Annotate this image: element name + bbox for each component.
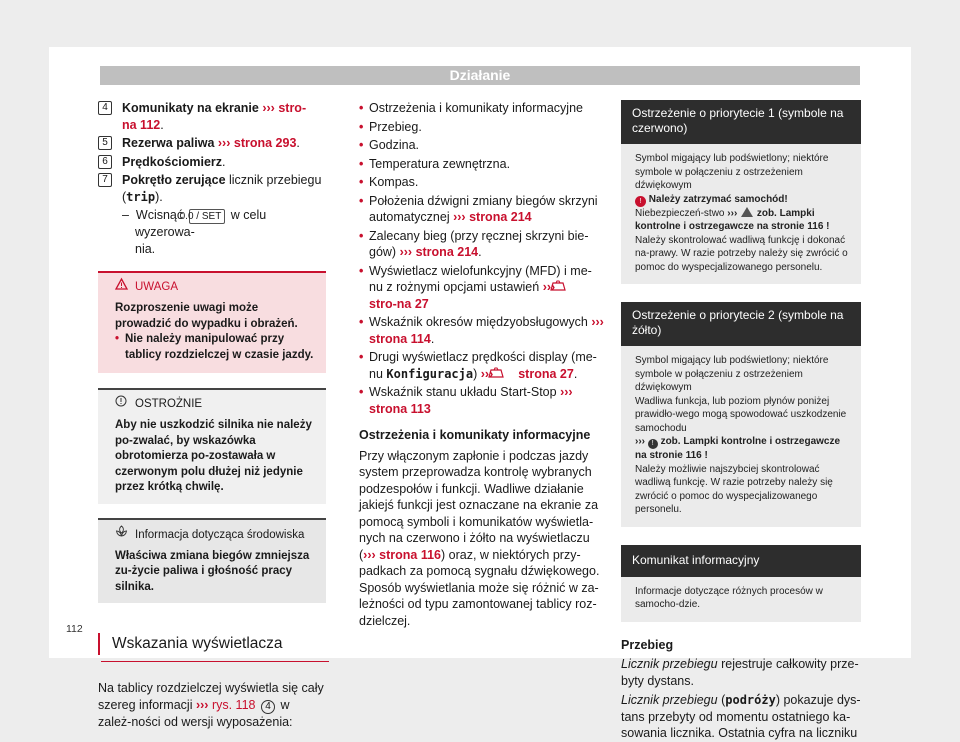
paragraph: Licznik przebiegu rejestruje całkowity prze-byty dystans. [621,657,859,688]
environment-box [98,518,326,604]
bullet-icon: • [359,315,364,329]
environment-box-header: Informacja dotycząca środowiska [98,520,326,546]
list-item: • Ostrzeżenia i komunikaty informacyjne [359,101,583,115]
list-item: • Przebieg. [359,119,422,134]
legend-item-6: 6 Prędkościomierz. [98,154,326,171]
legend-item-5: 5 Rezerwa paliwa ››› strona 293. [98,135,326,152]
list-item: • Wskaźnik okresów międzyobsługowych ››› strona 114. [359,315,604,346]
bullet-icon: • [359,101,364,115]
column-3 [621,100,861,742]
cross-ref[interactable]: ››› stro- na 112 [122,101,307,132]
caution-box-header: OSTROŻNIE [98,390,326,415]
bullet-icon: • [359,385,364,399]
bullet-icon: • [359,350,364,364]
section-rule [101,661,329,662]
legend-number: 4 [98,101,112,115]
bullet-icon: • [359,138,364,152]
section-paragraph: Na tablicy rozdzielczej wyświetla się cały szereg informacji ››› rys. 118 4 w zależ-ności od wersji wyposażenia: [98,681,324,729]
note-body: Informacje dotyczące różnych procesów w samocho-dzie. [635,585,823,610]
instruction-step: – Wcisnąć 0.0 / SET w celu wyzerowa- nia. [122,208,267,256]
cross-ref[interactable]: ››› strona 114 [369,315,604,346]
bullet-icon: • [359,263,364,278]
list-item: • Wyświetlacz wielofunkcyjny (MFD) i me-nu z rożnymi opcjami ustawień ››› stro-na 27 [359,263,592,311]
list-item: • Wskaźnik stanu układu Start-Stop ››› strona 113 [359,385,573,416]
note-priority-1 [621,100,861,284]
list-item: • Położenia dźwigni zmiany biegów skrzyni automatycznej ››› strona 214 [359,193,598,224]
column-2 [359,100,604,629]
legend-item-4: 4 Komunikaty na ekranie ››› stro- na 112. [98,100,326,133]
note-title: Komunikat informacyjny [621,545,861,577]
cross-ref[interactable]: ››› strona 113 [369,385,573,416]
bullet-icon: • [359,175,364,189]
figure-ref[interactable]: ››› rys. 118 [195,697,256,712]
warning-box-header: UWAGA [98,273,326,298]
warning-triangle-icon [113,278,129,294]
cross-ref[interactable]: ››› stro-na 27 [369,280,577,311]
callout-number: 4 [261,700,275,714]
list-item: • Kompas. [359,175,419,189]
note-info [621,545,861,622]
set-key: 0.0 / SET [189,209,226,224]
note-title: Ostrzeżenie o priorytecie 2 (symbole na żółto) [621,302,861,346]
legend-item-7: 7 Pokrętło zerujące licznik przebiegu (trip). [98,172,326,205]
page-header: Działanie [100,66,860,85]
cross-ref[interactable]: ››› strona 116 [363,547,441,562]
cross-ref[interactable]: ››› strona 214 [399,245,479,259]
book-lamp-icon [497,367,515,379]
cross-ref[interactable]: ››› strona 293 [217,136,297,150]
bullet-icon: • [359,156,364,171]
legend-number: 7 [98,173,112,187]
note-body: Symbol migający lub podświetlony; niektóre symbole w połączeniu z ostrzeżeniem dźwiękowym ! Należy zatrzymać samochód! Niebezpieczeń-stwo ››› zob. Lampki kontrolne i ostrzegawcze na stronie 116 ! Należy skontrolować wadliwą funkcję i dokonać na-prawy. W razie potrzeby należy się zwrócić o pomoc do wyspecjalizowanego personelu. [635,153,848,273]
warning-box-body: Rozproszenie uwagi może prowadzić do wypadku i obrażeń. • Nie należy manipulować przy tablicy rozdzielczej w czasie jazdy. [115,302,314,361]
note-title: Ostrzeżenie o priorytecie 1 (symbole na czerwono) [621,100,861,144]
section-title: Wskazania wyświetlacza [98,633,326,655]
list-item: • Drugi wyświetlacz prędkości display (me-nu Konfiguracja) ››› strona 27. [359,350,597,381]
paragraph: Przy włączonym zapłonie i podczas jazdy system przeprowadza kontrolę wybranych podzespołów i funkcji. Wadliwe działanie jakiejś funkcji jest oznaczane na ekranie za pomocą symboli i komunikatów wyświetla-nych na czerwono i żółto na wyświetlaczu (››› strona 116) oraz, w niektórych przy-padkach za pomocą sygnału dźwiękowego. Sposób wyświetlania może się różnić w za-leżności od typu zamontowanej tablicy roz-dzielczej. [359,448,600,628]
warning-dot-icon: ! [648,439,658,449]
note-priority-2 [621,302,861,527]
list-item: • Godzina. [359,138,420,152]
list-item: • Zalecany bieg (przy ręcznej skrzyni bie-gów) ››› strona 214. [359,228,589,259]
page-number: 112 [66,623,83,635]
warning-triangle-icon [741,207,753,217]
legend-number: 6 [98,155,112,169]
bullet-icon: • [359,228,364,243]
list-item: • Temperatura zewnętrzna. [359,156,511,171]
subsection-heading: Przebieg [621,637,674,652]
environment-box-body: Właściwa zmiana biegów zmniejsza zu-życie paliwa i głośność pracy silnika. [115,549,310,593]
info-icon [113,395,129,411]
environment-icon [113,525,129,542]
paragraph: Licznik przebiegu (podróży) pokazuje dys-tans przebyty od momentu ostatniego ka-sowania licznika. Ostatnia cyfra na liczniku [621,693,861,740]
cross-ref[interactable]: ››› strona 214 [453,210,532,224]
warning-box [98,271,326,373]
legend-number: 5 [98,136,112,150]
caution-box [98,388,326,504]
book-lamp-icon [559,280,577,292]
subsection-heading: Ostrzeżenia i komunikaty informacyjne [359,428,591,442]
bullet-icon: • [115,333,120,345]
stop-warning-icon: ! [635,196,646,207]
note-body: Symbol migający lub podświetlony; niektóre symbole w połączeniu z ostrzeżeniem dźwiękowym Wadliwa funkcja, lub poziom płynów poniżej prawidło-wego mogą spowodować uszkodzenie samochodu ››› ! zob. Lampki kontrolne i ostrzegawcze na stronie 116 ! Należy możliwie najszybciej skontrolować wadliwą funkcję. W razie potrzeby należy się zwrócić o pomoc do wyspecjalizowanego personelu. [635,355,847,515]
caution-box-body: Aby nie uszkodzić silnika nie należy po-zwalać, by wskazówka obrotomierza po-zostawała w czerwonym polu dłużej niż jedynie przez krótką chwilę. [115,419,312,493]
cross-ref[interactable]: ››› strona 27 [480,366,574,381]
column-1 [98,100,326,730]
bullet-icon: • [359,193,364,208]
bullet-icon: • [359,119,364,134]
